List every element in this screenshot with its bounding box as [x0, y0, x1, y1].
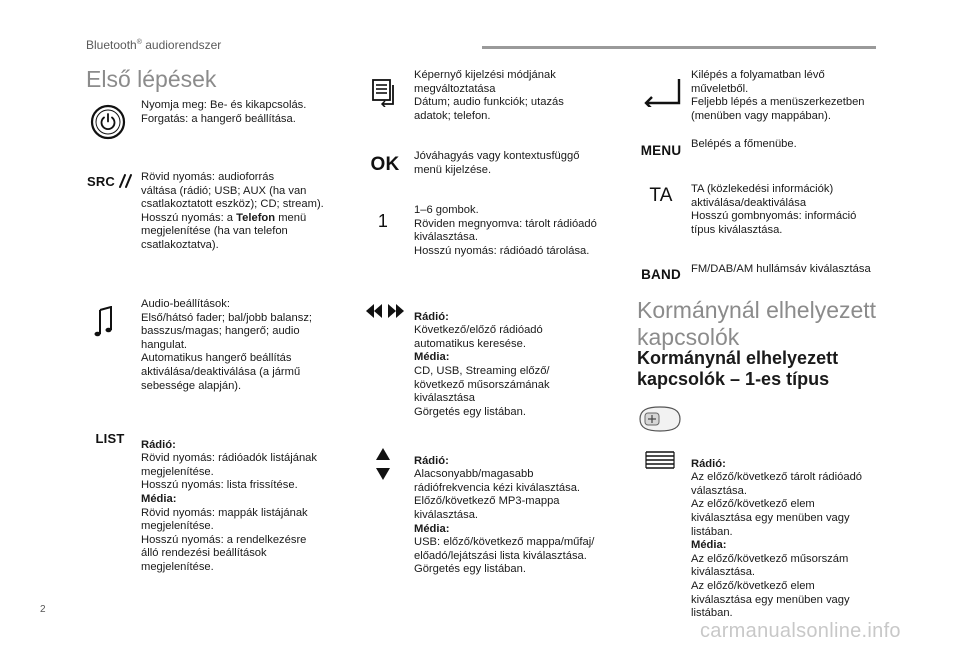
display-mode-description: Képernyő kijelzési módjának megváltoztatása Dátum; audio funkciók; utazás adatok; telefon.	[414, 69, 564, 122]
menu-button-label: MENU	[640, 142, 682, 158]
section-header: Bluetooth® audiorendszer	[86, 38, 222, 52]
power-icon	[88, 100, 128, 144]
page-number: 2	[40, 604, 46, 615]
src-phone-icon: SRC	[86, 170, 134, 192]
src-description: Rövid nyomás: audioforrás váltása (rádió; USB; AUX (ha van csatlakoztatott eszköz); CD; stream). Hosszú nyomás: a Telefon menü megjelenítése (ha van telefon csatlakoztatva).	[141, 171, 324, 251]
steering-control-icon	[636, 404, 684, 434]
list-description: Rádió: Rövid nyomás: rádióadók listájának megjelenítése. Hosszú nyomás: lista frissítése. Média: Rövid nyomás: mappák listájának megjelenítése. Hosszú nyomás: a rendelkezésre álló rendezési beállítások megjelenítése.	[141, 438, 317, 573]
audio-settings-description: Audio-beállítások: Első/hátsó fader; bal/jobb balansz; basszus/magas; hangerő; audio hangulat. Automatikus hangerő beállítás aktiválása/deaktiválása (a jármű sebessége alapján).	[141, 298, 313, 392]
ta-description: TA (közlekedési információk) aktiválása/deaktiválása Hosszú gombnyomás: információ típus kiválasztása.	[691, 183, 857, 236]
heading-first-steps: Első lépések	[86, 66, 217, 92]
preset-description: 1–6 gombok. Röviden megnyomva: tárolt rádióadó kiválasztása. Hosszú nyomás: rádióadó tárolása.	[414, 204, 597, 257]
up-down-description: Rádió: Alacsonyabb/magasabb rádiófrekvencia kézi kiválasztása. Előző/következő MP3-mappa kiválasztása. Média: USB: előző/következő mappa/műfaj/ előadó/lejátszási lista kiválasztása. Görgetés egy listában.	[414, 454, 595, 576]
back-description: Kilépés a folyamatban lévő műveletből. Feljebb lépés a menüszerkezetben (menüben vagy mappában).	[691, 69, 865, 122]
seek-description: Rádió: Következő/előző rádióadó automatikus keresése. Média: CD, USB, Streaming előző/ következő műsorszámának kiválasztása Görgetés egy listában.	[414, 310, 550, 418]
display-mode-icon	[370, 77, 400, 109]
steering-description: Rádió: Az előző/következő tárolt rádióadó választása. Az előző/következő elem kiválasztása egy menüben vagy listában. Média: Az előző/következő műsorszám kiválasztása. Az előző/következő elem kiválasztása egy menüben vagy listában.	[691, 457, 863, 620]
header-divider	[482, 46, 876, 49]
seek-arrows-icon	[364, 301, 406, 321]
preset-button-label: 1	[377, 210, 389, 231]
scroll-wheel-icon	[644, 449, 676, 473]
music-note-icon	[92, 305, 116, 339]
power-description: Nyomja meg: Be- és kikapcsolás. Forgatás: a hangerő beállítása.	[141, 99, 307, 125]
up-down-arrows-icon	[374, 447, 392, 481]
heading-steering-controls: Kormánynál elhelyezett kapcsolók	[637, 297, 877, 350]
ok-description: Jóváhagyás vagy kontextusfüggő menü kijelzése.	[414, 150, 580, 176]
ok-button-label: OK	[370, 154, 400, 175]
watermark: carmanualsonline.info	[700, 620, 901, 642]
ta-button-label: TA	[649, 185, 673, 206]
band-button-label: BAND	[641, 266, 681, 282]
subheading-steering-type1: Kormánynál elhelyezett kapcsolók – 1-es típus	[637, 348, 839, 389]
list-button-label: LIST	[95, 430, 125, 446]
band-description: FM/DAB/AM hullámsáv kiválasztása	[691, 263, 871, 275]
back-arrow-icon	[638, 75, 684, 109]
menu-description: Belépés a főmenübe.	[691, 138, 797, 150]
